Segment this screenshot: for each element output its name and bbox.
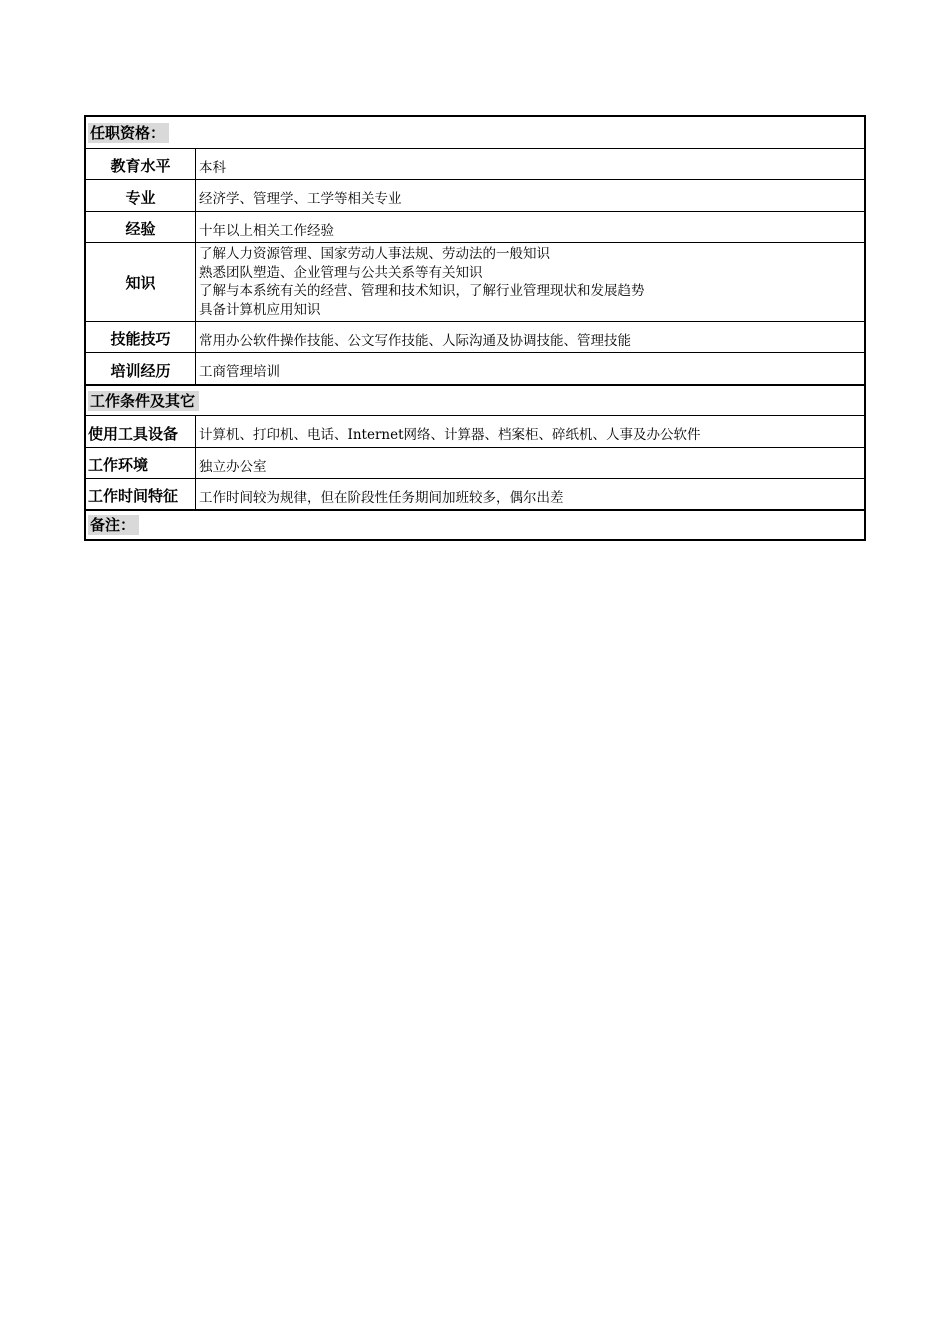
- table-row-training: [86, 352, 864, 384]
- knowledge-line: 了解人力资源管理、国家劳动人事法规、劳动法的一般知识: [199, 246, 550, 262]
- section-header-conditions: [86, 384, 864, 415]
- conditions-title: 工作条件及其它: [88, 391, 199, 411]
- major-value: 经济学、管理学、工学等相关专业: [199, 191, 402, 207]
- table-row-education: [86, 148, 864, 179]
- knowledge-value: [196, 243, 864, 321]
- environment-label: 工作环境: [86, 448, 196, 478]
- section-header-qualifications: [86, 117, 864, 148]
- experience-label: 经验: [86, 212, 196, 242]
- table-row-experience: [86, 211, 864, 242]
- table-row-environment: [86, 447, 864, 478]
- knowledge-line: 了解与本系统有关的经营、管理和技术知识，了解行业管理现状和发展趋势: [199, 283, 645, 299]
- skills-label: 技能技巧: [86, 322, 196, 352]
- table-row-knowledge: [86, 242, 864, 321]
- tools-value: 计算机、打印机、电话、Internet网络、计算器、档案柜、碎纸机、人事及办公软件: [199, 427, 701, 443]
- skills-value: 常用办公软件操作技能、公文写作技能、人际沟通及协调技能、管理技能: [199, 333, 631, 349]
- table-row-tools: [86, 415, 864, 447]
- job-qualification-table: [84, 115, 866, 541]
- tools-label: 使用工具设备: [86, 416, 196, 447]
- notes-title: 备注：: [88, 515, 139, 535]
- table-row-skills: [86, 321, 864, 352]
- experience-value: 十年以上相关工作经验: [199, 223, 334, 239]
- knowledge-line: 熟悉团队塑造、企业管理与公共关系等有关知识: [199, 264, 483, 281]
- table-row-major: [86, 179, 864, 211]
- training-value: 工商管理培训: [199, 364, 280, 380]
- work-hours-label: 工作时间特征: [86, 479, 196, 509]
- knowledge-line: 具备计算机应用知识: [199, 301, 321, 318]
- education-label: 教育水平: [86, 149, 196, 179]
- major-label: 专业: [86, 180, 196, 211]
- knowledge-label: 知识: [86, 243, 196, 321]
- qualifications-title: 任职资格：: [88, 123, 169, 143]
- environment-value: 独立办公室: [199, 459, 267, 475]
- work-hours-value: 工作时间较为规律，但在阶段性任务期间加班较多，偶尔出差: [199, 490, 564, 506]
- section-header-notes: [86, 509, 864, 539]
- training-label: 培训经历: [86, 353, 196, 384]
- table-row-work-hours: [86, 478, 864, 509]
- education-value: 本科: [199, 160, 226, 176]
